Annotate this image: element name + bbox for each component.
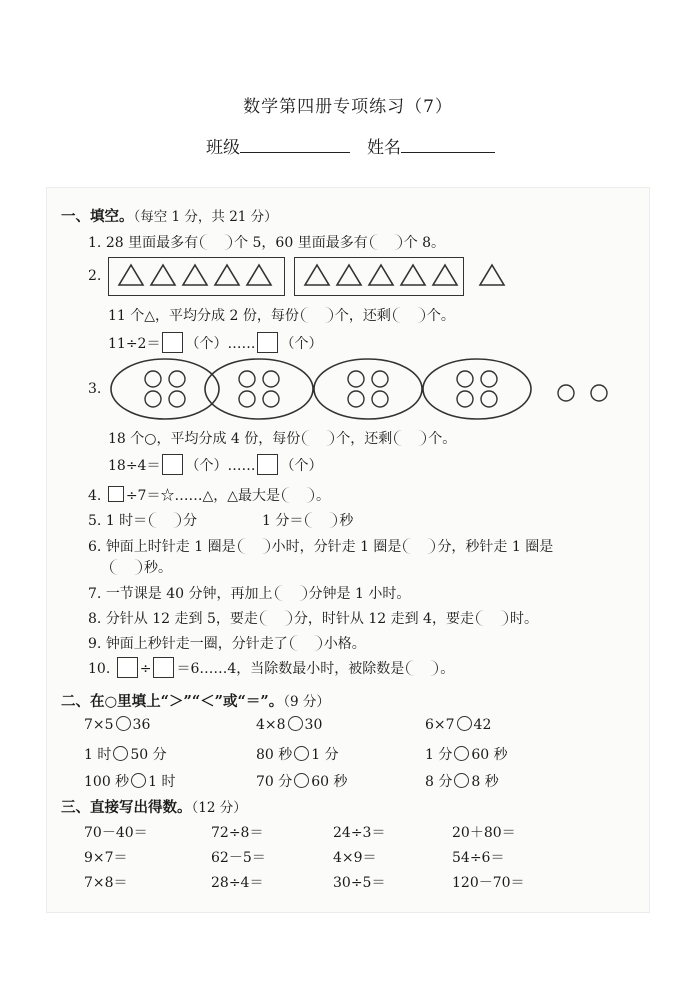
compare-left: 4×8 [256,717,286,733]
circle-icon [145,391,161,407]
answer-blank[interactable] [110,559,142,575]
answer-blank[interactable] [476,610,508,626]
question-7: 7. 一节课是 40 分钟，再加上 分钟是 1 小时。 [88,586,411,602]
answer-blank[interactable] [305,512,337,528]
answer-blank[interactable] [290,635,322,651]
compare-left: 70 分 [256,774,293,790]
circle-icon [169,391,185,407]
circle-icon [145,371,161,387]
compare-left: 6×7 [425,717,455,733]
group-ellipse [205,359,313,419]
question-4: 4. ÷7＝☆……△，△最大是 。 [88,488,330,504]
compare-right: 8 秒 [471,774,499,790]
answer-blank[interactable] [260,610,292,626]
question-3-line2: 18÷4＝ （个）…… （个） [108,454,322,475]
compare-circle[interactable] [131,773,146,788]
question-3-number: 3. [88,381,102,397]
question-8: 8. 分针从 12 走到 5，要走 分，时针从 12 走到 4，要走 时。 [88,611,538,627]
circle-icon [348,371,364,387]
circle-icon [263,371,279,387]
calc-item[interactable]: 7×8＝ [84,875,128,891]
answer-box[interactable] [153,657,174,678]
circle-icon [239,391,255,407]
circle-icon [591,385,607,401]
compare-circle[interactable] [294,773,309,788]
compare-circle[interactable] [454,773,469,788]
group-ellipse [314,359,422,419]
compare-item [256,716,322,733]
question-2-line2: 11÷2＝ （个）…… （个） [108,332,322,353]
answer-blank[interactable] [275,585,307,601]
calc-item[interactable]: 9×7＝ [84,850,128,866]
compare-circle[interactable] [116,716,131,731]
section2-heading: 二、在○里填上“＞”“＜”或“＝”。（9 分） [61,693,330,710]
answer-blank[interactable] [302,430,334,446]
compare-item [425,744,508,764]
compare-right: 36 [132,717,151,733]
circle-icon [457,371,473,387]
name-label: 姓名 [367,138,401,158]
calc-item[interactable]: 20＋80＝ [452,825,516,841]
compare-right: 1 时 [148,774,176,790]
calc-item[interactable]: 54÷6＝ [452,850,505,866]
question-3-line1: 18 个○，平均分成 4 份，每份 个，还剩 个。 [108,431,457,447]
group-ellipse [423,359,531,419]
compare-circle[interactable] [294,746,309,761]
compare-left: 1 分 [425,747,453,763]
calc-item[interactable]: 62－5＝ [211,850,266,866]
compare-left: 8 分 [425,774,453,790]
compare-circle[interactable] [113,746,128,761]
compare-right: 42 [473,717,492,733]
calc-item[interactable]: 4×9＝ [333,850,377,866]
circle-icon [263,391,279,407]
compare-right: 1 分 [311,747,339,763]
question-1: 1. 28 里面最多有 个 5，60 里面最多有 个 8。 [88,235,446,251]
calc-item[interactable]: 70－40＝ [84,825,148,841]
circle-icon [372,391,388,407]
circle-icon [348,391,364,407]
group-ellipse [111,359,219,419]
circle-icon [239,371,255,387]
compare-item [84,771,176,791]
compare-circle[interactable] [288,716,303,731]
compare-right: 30 [304,717,323,733]
question-10: 10. ÷ ＝6……4，当除数最小时，被除数是 。 [88,657,454,678]
answer-blank[interactable] [406,660,438,676]
circle-icon [372,371,388,387]
question-2-number: 2. [88,268,102,284]
compare-right: 60 秒 [311,774,348,790]
calc-item[interactable]: 120－70＝ [452,875,525,891]
answer-box[interactable] [257,454,278,475]
compare-item [84,716,150,733]
answer-blank[interactable] [149,512,181,528]
calc-item[interactable]: 72÷8＝ [211,825,264,841]
section3-heading: 三、直接写出得数。（12 分） [61,799,247,816]
question-6-cont: 秒。 [108,557,172,577]
question-6: 6. 钟面上时针走 1 圈是 小时，分针走 1 圈是 分，秒针走 1 圈是 [88,539,554,555]
compare-left: 1 时 [84,747,112,763]
circle-icon [481,371,497,387]
compare-left: 7×5 [84,717,114,733]
answer-box[interactable] [108,486,124,502]
answer-blank[interactable] [282,487,314,503]
circle-icon [481,391,497,407]
question-5: 5. 1 时＝ 分 [88,513,198,529]
answer-box[interactable] [117,657,138,678]
question-9: 9. 钟面上秒针走一圈，分针走了 小格。 [88,636,366,652]
compare-left: 80 秒 [256,747,293,763]
answer-blank[interactable] [394,430,426,446]
answer-blank[interactable] [403,538,435,554]
compare-left: 100 秒 [84,774,130,790]
compare-circle[interactable] [457,716,472,731]
circle-icon [457,391,473,407]
page-title: 数学第四册专项练习（7） [243,97,453,117]
compare-item [256,771,348,791]
circle-icon [169,371,185,387]
compare-item [84,744,167,764]
compare-right: 50 分 [130,747,167,763]
answer-box[interactable] [162,454,183,475]
compare-item [256,744,339,764]
compare-item [425,771,499,791]
question-2-line1: 11 个△，平均分成 2 份，每份 个，还剩 个。 [108,308,455,324]
class-label: 班级 [206,138,240,158]
section1-heading: 一、填空。（每空 1 分，共 21 分） [61,208,278,225]
compare-right: 60 秒 [471,747,508,763]
calc-item[interactable]: 24÷3＝ [333,825,386,841]
calc-item[interactable]: 30÷5＝ [333,875,386,891]
question-5b: 1 分＝ 秒 [262,513,354,529]
compare-item [425,716,491,733]
circle-icon [558,385,574,401]
compare-circle[interactable] [454,746,469,761]
calc-item[interactable]: 28÷4＝ [211,875,264,891]
answer-blank[interactable] [238,538,270,554]
